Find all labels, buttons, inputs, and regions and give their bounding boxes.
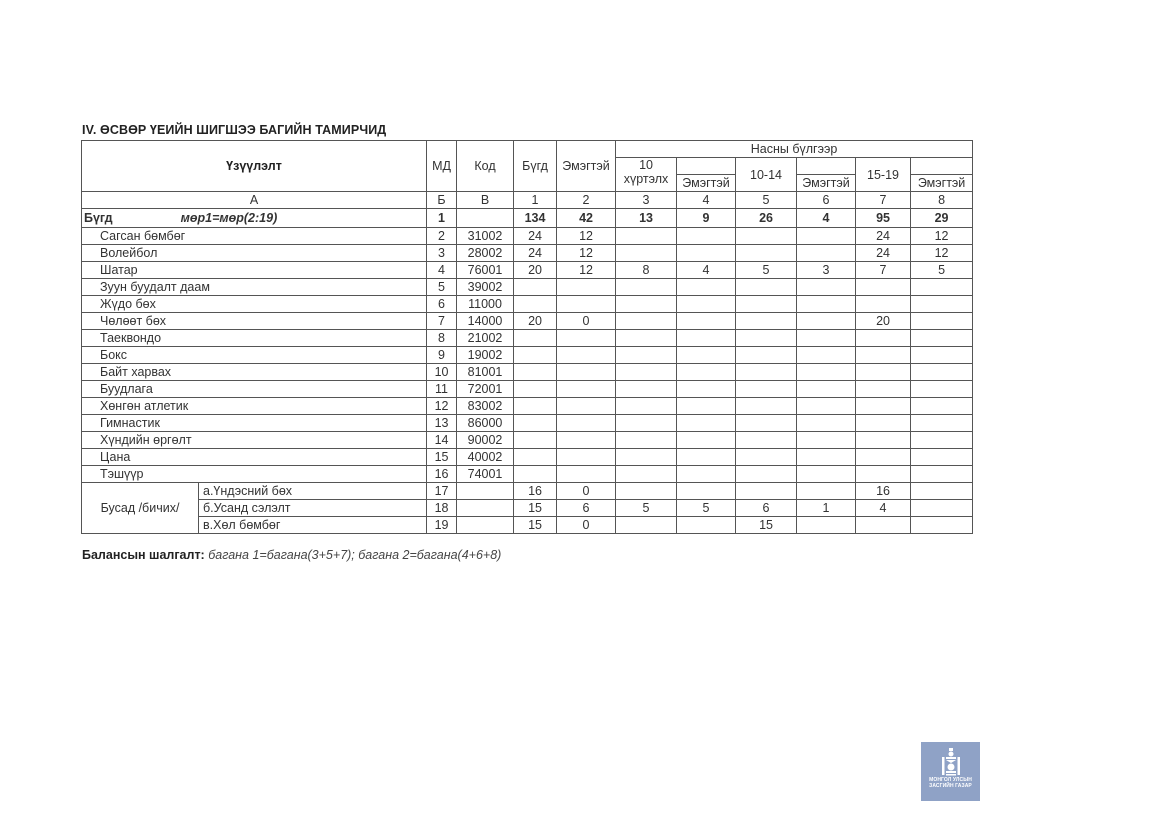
emblem-line1: МОНГОЛ УЛСЫН bbox=[929, 777, 972, 783]
total-value: 4 bbox=[797, 209, 856, 228]
header-age-10-14: 10-14 bbox=[736, 158, 797, 192]
row-name: Буудлага bbox=[82, 381, 427, 398]
row-value: 12 bbox=[557, 245, 616, 262]
row-value bbox=[736, 296, 797, 313]
row-md: 13 bbox=[427, 415, 457, 432]
row-value: 24 bbox=[856, 245, 911, 262]
header-md: МД bbox=[427, 141, 457, 192]
row-md: 6 bbox=[427, 296, 457, 313]
col-letter: 2 bbox=[557, 192, 616, 209]
row-code: 72001 bbox=[457, 381, 514, 398]
row-value bbox=[616, 228, 677, 245]
row-value: 5 bbox=[911, 262, 973, 279]
row-name: в.Хөл бөмбөг bbox=[199, 517, 427, 534]
row-md: 12 bbox=[427, 398, 457, 415]
row-value bbox=[736, 228, 797, 245]
row-value: 3 bbox=[797, 262, 856, 279]
row-value bbox=[797, 228, 856, 245]
row-name: Чөлөөт бөх bbox=[82, 313, 427, 330]
row-value bbox=[856, 381, 911, 398]
row-name: Жүдо бөх bbox=[82, 296, 427, 313]
row-value bbox=[797, 517, 856, 534]
row-value bbox=[736, 364, 797, 381]
row-md: 15 bbox=[427, 449, 457, 466]
row-md: 10 bbox=[427, 364, 457, 381]
row-value bbox=[856, 466, 911, 483]
row-value bbox=[911, 364, 973, 381]
header-age-10-14-blank bbox=[797, 158, 856, 175]
row-value bbox=[616, 296, 677, 313]
row-value bbox=[557, 415, 616, 432]
row-value bbox=[856, 398, 911, 415]
row-value bbox=[557, 330, 616, 347]
row-value bbox=[856, 330, 911, 347]
row-value bbox=[616, 364, 677, 381]
table-row bbox=[82, 364, 973, 381]
row-code: 14000 bbox=[457, 313, 514, 330]
row-code: 40002 bbox=[457, 449, 514, 466]
row-value bbox=[616, 483, 677, 500]
row-value bbox=[911, 432, 973, 449]
row-value bbox=[677, 432, 736, 449]
row-value: 12 bbox=[557, 228, 616, 245]
row-value bbox=[736, 330, 797, 347]
row-value bbox=[557, 466, 616, 483]
row-value bbox=[736, 381, 797, 398]
total-value: 29 bbox=[911, 209, 973, 228]
row-name: Таеквондо bbox=[82, 330, 427, 347]
total-value: 95 bbox=[856, 209, 911, 228]
table-row bbox=[82, 517, 973, 534]
row-value bbox=[514, 398, 557, 415]
row-value bbox=[514, 364, 557, 381]
row-name: Хүндийн өргөлт bbox=[82, 432, 427, 449]
column-letters-row bbox=[82, 192, 973, 209]
row-value: 15 bbox=[514, 517, 557, 534]
row-value bbox=[797, 432, 856, 449]
row-md: 14 bbox=[427, 432, 457, 449]
table-row bbox=[82, 381, 973, 398]
emblem-line2: ЗАСГИЙН ГАЗАР bbox=[929, 783, 972, 789]
col-letter: 1 bbox=[514, 192, 557, 209]
header-female: Эмэгтэй bbox=[557, 141, 616, 192]
row-code: 31002 bbox=[457, 228, 514, 245]
row-value bbox=[557, 347, 616, 364]
row-value bbox=[557, 296, 616, 313]
total-value: 9 bbox=[677, 209, 736, 228]
row-value: 7 bbox=[856, 262, 911, 279]
row-value: 16 bbox=[514, 483, 557, 500]
header-age-group: Насны бүлгээр bbox=[616, 141, 973, 158]
row-value bbox=[797, 347, 856, 364]
row-value bbox=[677, 296, 736, 313]
row-value bbox=[677, 347, 736, 364]
row-value bbox=[677, 330, 736, 347]
row-name: Хөнгөн атлетик bbox=[82, 398, 427, 415]
total-label: Бүгд bbox=[84, 211, 113, 225]
row-value bbox=[856, 432, 911, 449]
row-md: 11 bbox=[427, 381, 457, 398]
row-value bbox=[616, 381, 677, 398]
row-value bbox=[677, 449, 736, 466]
row-value bbox=[677, 466, 736, 483]
row-value: 0 bbox=[557, 313, 616, 330]
other-label: Бусад /бичих/ bbox=[82, 483, 199, 534]
col-letter: А bbox=[82, 192, 427, 209]
row-value bbox=[856, 347, 911, 364]
row-value bbox=[514, 449, 557, 466]
row-value bbox=[736, 245, 797, 262]
row-code: 83002 bbox=[457, 398, 514, 415]
total-row bbox=[82, 209, 973, 228]
row-code: 90002 bbox=[457, 432, 514, 449]
row-name: Тэшүүр bbox=[82, 466, 427, 483]
row-value bbox=[911, 449, 973, 466]
row-md: 2 bbox=[427, 228, 457, 245]
row-value bbox=[677, 398, 736, 415]
header-age-15-19: 15-19 bbox=[856, 158, 911, 192]
row-value bbox=[616, 398, 677, 415]
row-code: 74001 bbox=[457, 466, 514, 483]
total-label-cell bbox=[82, 209, 427, 228]
row-value bbox=[514, 330, 557, 347]
row-value: 5 bbox=[736, 262, 797, 279]
row-value bbox=[856, 296, 911, 313]
row-value bbox=[677, 364, 736, 381]
row-value bbox=[797, 483, 856, 500]
government-emblem bbox=[921, 742, 980, 801]
row-value bbox=[856, 517, 911, 534]
row-value bbox=[911, 347, 973, 364]
header-indicator: Үзүүлэлт bbox=[82, 141, 427, 192]
col-letter: 3 bbox=[616, 192, 677, 209]
row-value bbox=[616, 347, 677, 364]
row-code: 76001 bbox=[457, 262, 514, 279]
row-value: 15 bbox=[514, 500, 557, 517]
row-code: 86000 bbox=[457, 415, 514, 432]
table-row bbox=[82, 262, 973, 279]
total-formula: мөр1=мөр(2:19) bbox=[180, 211, 278, 225]
balance-check bbox=[82, 548, 501, 562]
row-value bbox=[797, 449, 856, 466]
row-value bbox=[677, 517, 736, 534]
row-value bbox=[736, 347, 797, 364]
row-value bbox=[911, 466, 973, 483]
row-value bbox=[616, 432, 677, 449]
table-row bbox=[82, 296, 973, 313]
table-row bbox=[82, 432, 973, 449]
page-title: IV. ӨСВӨР ҮЕИЙН ШИГШЭЭ БАГИЙН ТАМИРЧИД bbox=[82, 123, 387, 137]
row-value: 6 bbox=[736, 500, 797, 517]
row-value bbox=[514, 415, 557, 432]
table-row bbox=[82, 330, 973, 347]
balance-check-label: Балансын шалгалт: bbox=[82, 548, 205, 562]
col-letter: 5 bbox=[736, 192, 797, 209]
row-name: Байт харвах bbox=[82, 364, 427, 381]
row-value: 20 bbox=[856, 313, 911, 330]
row-name: Зуун буудалт даам bbox=[82, 279, 427, 296]
row-md: 9 bbox=[427, 347, 457, 364]
row-value bbox=[677, 483, 736, 500]
row-value bbox=[911, 398, 973, 415]
table-row bbox=[82, 279, 973, 296]
row-value bbox=[736, 466, 797, 483]
row-value bbox=[911, 483, 973, 500]
row-value bbox=[616, 330, 677, 347]
header-total: Бүгд bbox=[514, 141, 557, 192]
row-value bbox=[736, 432, 797, 449]
row-value bbox=[616, 517, 677, 534]
row-value: 12 bbox=[911, 245, 973, 262]
row-value bbox=[616, 245, 677, 262]
row-md: 16 bbox=[427, 466, 457, 483]
header-age-10-line2: хүртэлх bbox=[623, 172, 669, 186]
row-code: 81001 bbox=[457, 364, 514, 381]
row-value: 5 bbox=[677, 500, 736, 517]
row-value: 12 bbox=[911, 228, 973, 245]
row-value bbox=[514, 381, 557, 398]
row-value: 24 bbox=[514, 228, 557, 245]
row-name: Волейбол bbox=[82, 245, 427, 262]
col-letter: В bbox=[457, 192, 514, 209]
row-value bbox=[911, 279, 973, 296]
row-value bbox=[856, 415, 911, 432]
row-code: 39002 bbox=[457, 279, 514, 296]
row-value bbox=[911, 415, 973, 432]
row-value bbox=[677, 415, 736, 432]
row-md: 3 bbox=[427, 245, 457, 262]
row-md: 7 bbox=[427, 313, 457, 330]
header-age-10 bbox=[616, 158, 677, 192]
row-value: 8 bbox=[616, 262, 677, 279]
row-name: Цана bbox=[82, 449, 427, 466]
row-value: 1 bbox=[797, 500, 856, 517]
row-md: 5 bbox=[427, 279, 457, 296]
row-value: 20 bbox=[514, 313, 557, 330]
row-value: 6 bbox=[557, 500, 616, 517]
row-value bbox=[797, 466, 856, 483]
total-value: 134 bbox=[514, 209, 557, 228]
row-value: 16 bbox=[856, 483, 911, 500]
row-name: Гимнастик bbox=[82, 415, 427, 432]
table-row bbox=[82, 483, 973, 500]
row-name: Шатар bbox=[82, 262, 427, 279]
row-value bbox=[856, 364, 911, 381]
table-row bbox=[82, 398, 973, 415]
table-row bbox=[82, 347, 973, 364]
table-row bbox=[82, 466, 973, 483]
row-value bbox=[736, 449, 797, 466]
row-value bbox=[797, 245, 856, 262]
row-code bbox=[457, 517, 514, 534]
header-female-10-14: Эмэгтэй bbox=[797, 175, 856, 192]
row-value bbox=[677, 381, 736, 398]
row-value bbox=[514, 347, 557, 364]
row-value bbox=[736, 398, 797, 415]
table-row bbox=[82, 313, 973, 330]
row-value: 15 bbox=[736, 517, 797, 534]
col-letter: 7 bbox=[856, 192, 911, 209]
row-value bbox=[797, 279, 856, 296]
total-value: 26 bbox=[736, 209, 797, 228]
row-value: 0 bbox=[557, 483, 616, 500]
row-md: 8 bbox=[427, 330, 457, 347]
row-value bbox=[514, 432, 557, 449]
row-value bbox=[616, 279, 677, 296]
row-md: 18 bbox=[427, 500, 457, 517]
row-value bbox=[514, 466, 557, 483]
row-code bbox=[457, 483, 514, 500]
total-md: 1 bbox=[427, 209, 457, 228]
row-value bbox=[616, 466, 677, 483]
row-value bbox=[616, 415, 677, 432]
table-row bbox=[82, 500, 973, 517]
total-value: 13 bbox=[616, 209, 677, 228]
row-value bbox=[797, 364, 856, 381]
row-value: 12 bbox=[557, 262, 616, 279]
row-value bbox=[911, 500, 973, 517]
row-value: 0 bbox=[557, 517, 616, 534]
row-value bbox=[557, 398, 616, 415]
table-row bbox=[82, 228, 973, 245]
total-value: 42 bbox=[557, 209, 616, 228]
row-value: 20 bbox=[514, 262, 557, 279]
row-md: 4 bbox=[427, 262, 457, 279]
row-name: Сагсан бөмбөг bbox=[82, 228, 427, 245]
row-value bbox=[514, 279, 557, 296]
row-md: 17 bbox=[427, 483, 457, 500]
row-value bbox=[616, 449, 677, 466]
row-value: 4 bbox=[856, 500, 911, 517]
row-code: 19002 bbox=[457, 347, 514, 364]
row-value bbox=[557, 279, 616, 296]
row-value: 4 bbox=[677, 262, 736, 279]
row-name: Бокс bbox=[82, 347, 427, 364]
statistics-table bbox=[81, 140, 973, 534]
row-code: 21002 bbox=[457, 330, 514, 347]
row-value bbox=[736, 279, 797, 296]
table-row bbox=[82, 245, 973, 262]
row-value bbox=[514, 296, 557, 313]
row-value bbox=[736, 415, 797, 432]
row-value bbox=[736, 483, 797, 500]
balance-check-text: багана 1=багана(3+5+7); багана 2=багана(4+6+8) bbox=[208, 548, 502, 562]
row-value bbox=[911, 381, 973, 398]
col-letter: 6 bbox=[797, 192, 856, 209]
row-value bbox=[616, 313, 677, 330]
row-value bbox=[557, 364, 616, 381]
total-code bbox=[457, 209, 514, 228]
row-value bbox=[677, 279, 736, 296]
row-value bbox=[856, 449, 911, 466]
row-value bbox=[911, 313, 973, 330]
header-age-10-line1: 10 bbox=[639, 158, 653, 172]
row-value bbox=[911, 330, 973, 347]
header-age-10-blank bbox=[677, 158, 736, 175]
row-value: 24 bbox=[856, 228, 911, 245]
header-female-10: Эмэгтэй bbox=[677, 175, 736, 192]
row-value bbox=[911, 517, 973, 534]
row-code: 28002 bbox=[457, 245, 514, 262]
row-name: а.Үндэсний бөх bbox=[199, 483, 427, 500]
row-value bbox=[797, 313, 856, 330]
row-value bbox=[911, 296, 973, 313]
row-value bbox=[856, 279, 911, 296]
col-letter: Б bbox=[427, 192, 457, 209]
row-value bbox=[677, 228, 736, 245]
header-code: Код bbox=[457, 141, 514, 192]
row-value: 5 bbox=[616, 500, 677, 517]
row-value bbox=[797, 398, 856, 415]
row-value bbox=[736, 313, 797, 330]
table-row bbox=[82, 449, 973, 466]
row-value bbox=[677, 313, 736, 330]
row-code bbox=[457, 500, 514, 517]
row-code: 11000 bbox=[457, 296, 514, 313]
soyombo-icon bbox=[940, 747, 962, 777]
row-value bbox=[557, 449, 616, 466]
row-value bbox=[797, 296, 856, 313]
row-md: 19 bbox=[427, 517, 457, 534]
col-letter: 8 bbox=[911, 192, 973, 209]
table-row bbox=[82, 415, 973, 432]
row-value: 24 bbox=[514, 245, 557, 262]
header-female-15-19: Эмэгтэй bbox=[911, 175, 973, 192]
row-value bbox=[797, 330, 856, 347]
row-name: б.Усанд сэлэлт bbox=[199, 500, 427, 517]
col-letter: 4 bbox=[677, 192, 736, 209]
header-age-15-19-blank bbox=[911, 158, 973, 175]
row-value bbox=[797, 415, 856, 432]
row-value bbox=[557, 381, 616, 398]
row-value bbox=[677, 245, 736, 262]
row-value bbox=[797, 381, 856, 398]
row-value bbox=[557, 432, 616, 449]
